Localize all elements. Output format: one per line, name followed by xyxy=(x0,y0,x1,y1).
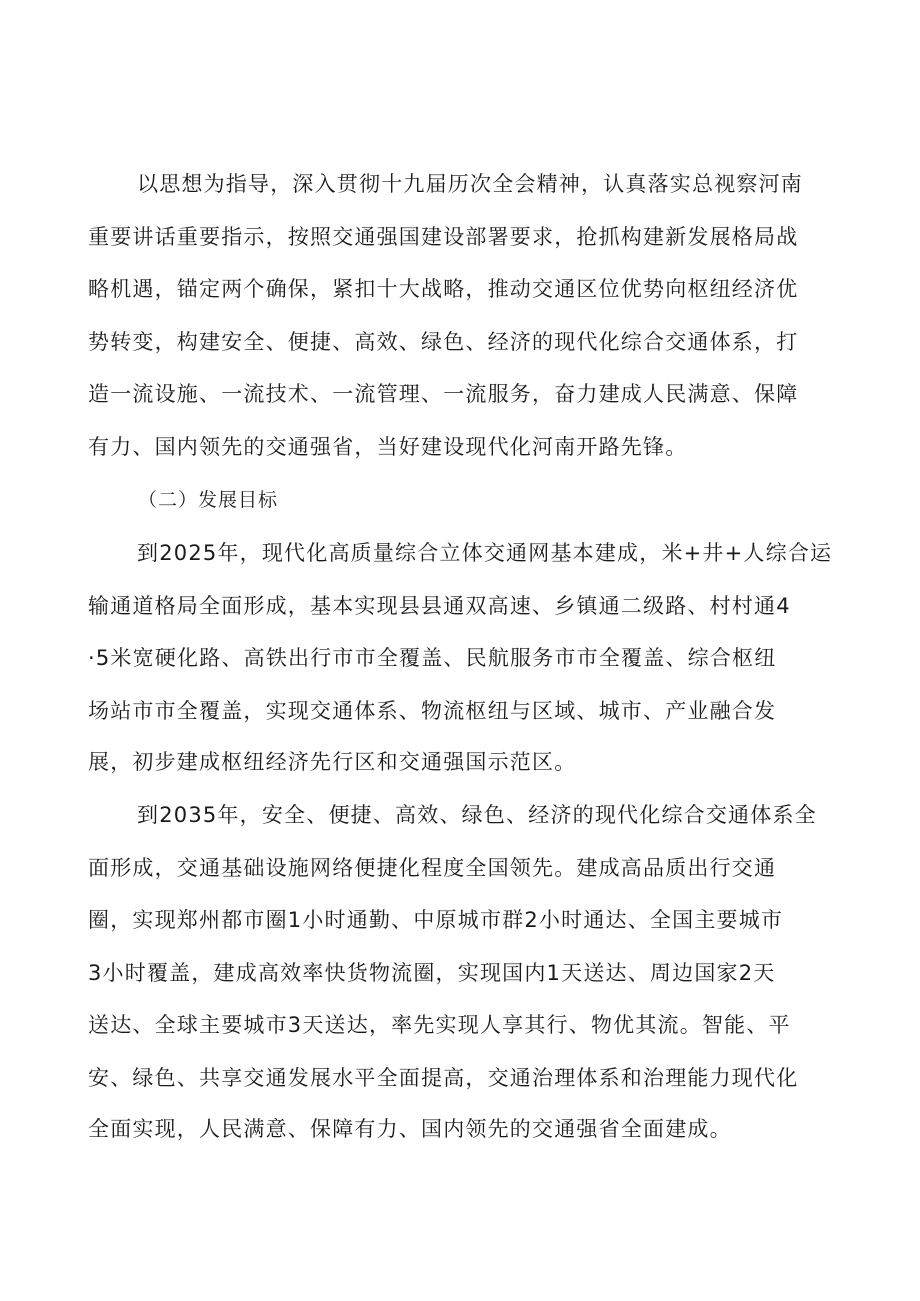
paragraph-line: 到2035年，安全、便捷、高效、绿色、经济的现代化综合交通体系全 xyxy=(137,803,817,827)
paragraph-line: 以思想为指导，深入贯彻十九届历次全会精神，认真落实总视察河南 xyxy=(137,172,803,196)
paragraph-line: 面形成，交通基础设施网络便捷化程度全国领先。建成高品质出行交通 xyxy=(88,856,777,880)
paragraph-line: 送达、全球主要城市3天送达，率先实现人享其行、物优其流。智能、平 xyxy=(88,1013,791,1037)
paragraph-line: 圈，实现郑州都市圈1小时通勤、中原城市群2小时通达、全国主要城市 xyxy=(88,908,784,932)
paragraph-line: 有力、国内领先的交通强省，当好建设现代化河南开路先锋。 xyxy=(88,435,688,459)
paragraph-line: 安、绿色、共享交通发展水平全面提高，交通治理体系和治理能力现代化 xyxy=(88,1066,799,1090)
section-heading: （二）发展目标 xyxy=(138,489,279,511)
paragraph-line: 势转变，构建安全、便捷、高效、绿色、经济的现代化综合交通体系，打 xyxy=(88,330,799,354)
paragraph-line: ·5米宽硬化路、高铁出行市市全覆盖、民航服务市市全覆盖、综合枢纽 xyxy=(88,646,777,670)
paragraph-line: 到2025年，现代化高质量综合立体交通网基本建成，米+井+人综合运 xyxy=(137,541,833,565)
paragraph-line: 略机遇，锚定两个确保，紧扣十大战略，推动交通区位优势向枢纽经济优 xyxy=(88,277,799,301)
paragraph-line: 全面实现，人民满意、保障有力、国内领先的交通强省全面建成。 xyxy=(88,1117,732,1141)
paragraph-line: 造一流设施、一流技术、一流管理、一流服务，奋力建成人民满意、保障 xyxy=(88,382,799,406)
paragraph-line: 展，初步建成枢纽经济先行区和交通强国示范区。 xyxy=(88,750,577,774)
paragraph-line: 输通道格局全面形成，基本实现县县通双高速、乡镇通二级路、村村通4 xyxy=(88,594,791,618)
paragraph-line: 重要讲话重要指示，按照交通强国建设部署要求，抢抓构建新发展格局战 xyxy=(88,225,799,249)
paragraph-line: 场站市市全覆盖，实现交通体系、物流枢纽与区域、城市、产业融合发 xyxy=(88,699,777,723)
paragraph-line: 3小时覆盖，建成高效率快货物流圈，实现国内1天送达、周边国家2天 xyxy=(88,961,776,985)
